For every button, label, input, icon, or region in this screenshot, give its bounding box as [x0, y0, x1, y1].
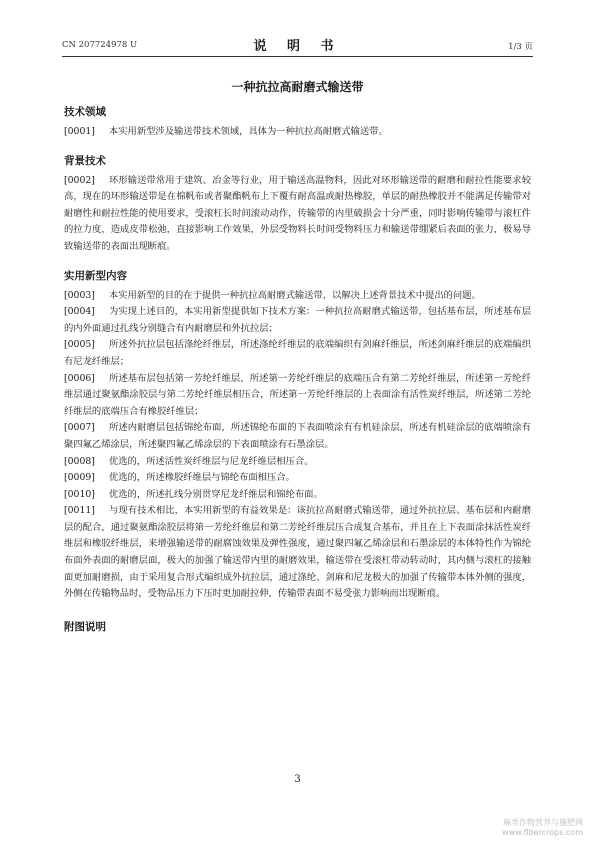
paragraph-0007	[64, 420, 531, 453]
paragraph-0002	[64, 173, 531, 256]
paragraph-0004	[64, 304, 531, 337]
paragraph-0009	[64, 470, 531, 487]
paragraph-number: [0004]	[64, 306, 95, 318]
section-drawings-description	[64, 619, 531, 635]
paragraph-number: [0006]	[64, 372, 95, 384]
paragraph-0006	[64, 371, 531, 421]
paragraph-number: [0009]	[64, 472, 95, 484]
paragraph-0003	[64, 288, 531, 305]
paragraph-0001	[64, 124, 531, 141]
paragraph-text: 环形输送带常用于建筑、冶金等行业，用于输送高温物料，因此对环形输送带的耐磨和耐拉性能要求较高，现在的环形输送带是在棉帆布或者聚酯帆布上下覆有耐高温或耐热橡胶，单层的耐热橡胶并不能满足传输带对耐磨性和耐拉性能的使用要求，受滚杠长时间滚动动作，传输带的内里破损会十分严重，同时影响传输带与滚杠件的拉力度，造成皮带松弛，直接影响工作效果，外层受物料长时间受物料压力和输送带绷紧后表面的张力，极易导致输送带的表面出现断痕。	[64, 174, 531, 252]
paragraph-number: [0003]	[64, 289, 95, 301]
paragraph-number: [0010]	[64, 488, 95, 500]
watermark-site-name: 麻类作物营养与施肥网	[503, 818, 583, 827]
paragraph-number: [0007]	[64, 422, 95, 434]
section-heading: 背景技术	[64, 154, 106, 167]
patent-number: CN 207724978 U	[62, 40, 138, 50]
section-background-art	[64, 153, 531, 256]
paragraph-0010	[64, 487, 531, 504]
paragraph-text: 所述外抗拉层包括涤纶纤维层，所述涤纶纤维层的底端编织有剑麻纤维层，所述剑麻纤维层的底端编织有尼龙纤维层；	[64, 339, 531, 367]
paragraph-text: 本实用新型涉及输送带技术领域，具体为一种抗拉高耐磨式输送带。	[108, 126, 388, 137]
watermark-url: www.fibercrops.com	[502, 828, 583, 837]
paragraph-text: 本实用新型的目的在于提供一种抗拉高耐磨式输送带，以解决上述背景技术中提出的问题。	[108, 289, 481, 301]
paragraph-0005	[64, 337, 531, 370]
paragraph-text: 优选的，所述橡胶纤维层与锦纶布面相压合。	[108, 472, 295, 484]
document-type: 说 明 书	[253, 39, 342, 54]
page-indicator: 1/3 页	[508, 42, 533, 52]
section-heading: 附图说明	[64, 620, 106, 633]
section-technical-field	[64, 104, 531, 141]
section-heading: 实用新型内容	[64, 269, 127, 282]
paragraph-text: 所述内耐磨层包括锦纶布面，所述锦纶布面的下表面喷涂有有机硅涂层，所述有机硅涂层的底端喷涂有聚四氟乙烯涂层，所述聚四氟乙烯涂层的下表面喷涂有石墨涂层。	[64, 422, 531, 450]
paragraph-number: [0001]	[64, 126, 95, 137]
paragraph-number: [0011]	[64, 505, 95, 517]
section-heading: 技术领域	[64, 106, 106, 118]
page-number: 3	[294, 774, 301, 785]
document-body	[64, 104, 531, 639]
paragraph-text: 所述基布层包括第一芳纶纤维层，所述第一芳纶纤维层的底端压合有第二芳纶纤维层，所述第一芳纶纤维层通过聚氨酯涂胶层与第二芳纶纤维层相压合，所述第一芳纶纤维层的上表面涂有活性炭纤维层，所述第二芳纶纤维层的底端压合有橡胶纤维层；	[64, 372, 531, 417]
paragraph-text: 与现有技术相比，本实用新型的有益效果是：该抗拉高耐磨式输送带，通过外抗拉层、基布层和内耐磨层的配合，通过聚氨酯涂胶层将第一芳纶纤维层和第二芳纶纤维层压合成复合基布，并且在上下表面涂抹活性炭纤维层和橡胶纤维层，来增强输送带的耐腐蚀效果及弹性强度，通过聚四氟乙烯涂层和石墨涂层的本体特性作为锦纶布面外表面的耐磨层面，极大的加强了输送带内里的耐磨效果，输送带在受滚杠带动转动时，其内侧与滚杠的接触面更加耐磨损，由于采用复合形式编织成外抗拉层，通过涤纶、剑麻和尼龙极大的加强了传输带本体外侧的强度，外侧在传输物品时，受物品压力下压时更加耐拉伸，传输带表面不易受张力影响而出现断痕。	[64, 505, 531, 600]
paragraph-number: [0002]	[64, 174, 95, 186]
page-header	[62, 34, 533, 57]
paragraph-text: 优选的，所述扎线分别贯穿尼龙纤维层和锦纶布面。	[108, 488, 323, 500]
site-watermark	[502, 818, 583, 838]
paragraph-number: [0005]	[64, 339, 95, 351]
paragraph-text: 为实现上述目的，本实用新型提供如下技术方案：一种抗拉高耐磨式输送带，包括基布层，所述基布层的内外面通过扎线分别缝合有内耐磨层和外抗拉层；	[64, 306, 531, 334]
paragraph-text: 优选的，所述活性炭纤维层与尼龙纤维层相压合。	[108, 455, 314, 467]
document-title: 一种抗拉高耐磨式输送带	[231, 80, 364, 94]
paragraph-0011	[64, 503, 531, 603]
paragraph-0008	[64, 454, 531, 471]
section-utility-model-content	[64, 268, 531, 603]
paragraph-number: [0008]	[64, 455, 95, 467]
